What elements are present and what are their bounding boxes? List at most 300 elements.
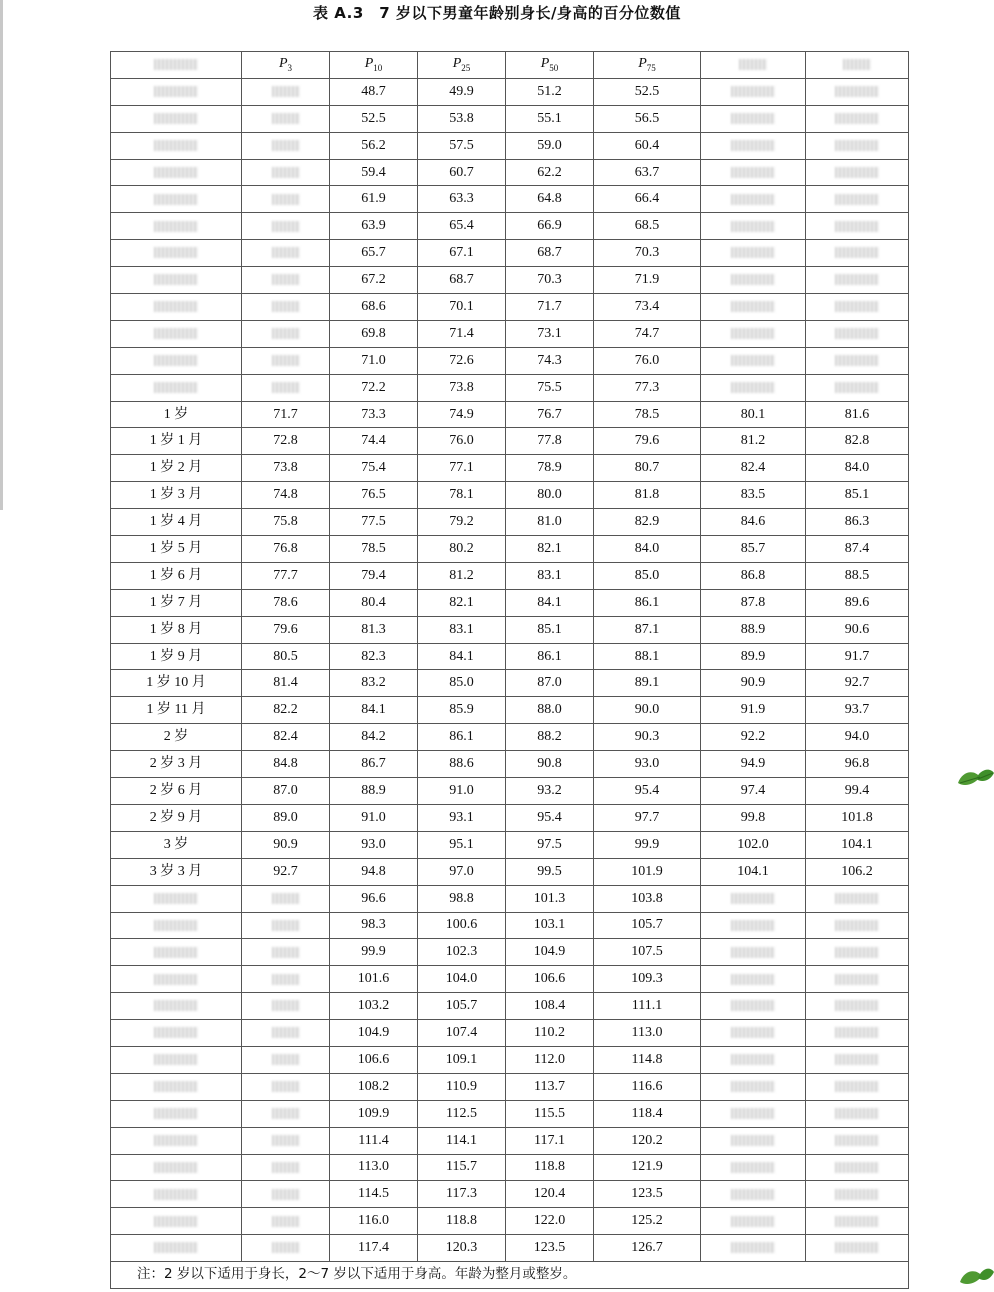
value-cell: 126.7	[594, 1235, 701, 1262]
value-cell: 80.0	[506, 482, 594, 509]
age-cell	[111, 267, 242, 294]
value-cell	[806, 1073, 909, 1100]
value-cell: 120.4	[506, 1181, 594, 1208]
value-cell: 114.8	[594, 1046, 701, 1073]
value-cell: 83.1	[506, 562, 594, 589]
value-cell: 117.4	[330, 1235, 418, 1262]
value-cell: 74.8	[242, 482, 330, 509]
table-row	[111, 267, 909, 294]
value-cell: 78.5	[594, 401, 701, 428]
value-cell: 81.3	[330, 616, 418, 643]
value-cell: 75.8	[242, 509, 330, 536]
value-cell: 95.4	[594, 778, 701, 805]
table-row	[111, 1073, 909, 1100]
age-cell: 2 岁	[111, 724, 242, 751]
value-cell: 68.7	[506, 240, 594, 267]
value-cell: 56.5	[594, 105, 701, 132]
value-cell	[242, 1208, 330, 1235]
value-cell: 60.4	[594, 132, 701, 159]
value-cell: 117.3	[418, 1181, 506, 1208]
value-cell: 84.6	[701, 509, 806, 536]
table-row	[111, 858, 909, 885]
age-cell: 1 岁 1 月	[111, 428, 242, 455]
table-row	[111, 1046, 909, 1073]
value-cell: 93.1	[418, 804, 506, 831]
value-cell: 102.3	[418, 939, 506, 966]
age-cell: 1 岁 9 月	[111, 643, 242, 670]
value-cell	[806, 966, 909, 993]
value-cell: 81.6	[806, 401, 909, 428]
value-cell	[806, 1127, 909, 1154]
value-cell: 87.8	[701, 589, 806, 616]
value-cell: 86.1	[506, 643, 594, 670]
value-cell: 69.8	[330, 320, 418, 347]
value-cell: 120.2	[594, 1127, 701, 1154]
value-cell: 77.8	[506, 428, 594, 455]
value-cell: 113.0	[594, 1020, 701, 1047]
value-cell	[701, 78, 806, 105]
value-cell: 101.9	[594, 858, 701, 885]
value-cell	[806, 374, 909, 401]
table-row	[111, 294, 909, 321]
value-cell: 109.1	[418, 1046, 506, 1073]
header-p75: $P_{75}$	[594, 52, 701, 79]
table-row	[111, 966, 909, 993]
value-cell	[242, 1235, 330, 1262]
value-cell: 117.1	[506, 1127, 594, 1154]
age-cell: 1 岁 2 月	[111, 455, 242, 482]
value-cell: 101.6	[330, 966, 418, 993]
table-row	[111, 374, 909, 401]
value-cell	[806, 1235, 909, 1262]
age-cell: 3 岁	[111, 831, 242, 858]
value-cell	[701, 966, 806, 993]
value-cell: 78.6	[242, 589, 330, 616]
leaf-icon	[958, 1262, 994, 1292]
value-cell	[242, 320, 330, 347]
value-cell: 122.0	[506, 1208, 594, 1235]
value-cell: 107.4	[418, 1020, 506, 1047]
value-cell: 99.5	[506, 858, 594, 885]
value-cell	[701, 267, 806, 294]
value-cell: 79.2	[418, 509, 506, 536]
value-cell: 52.5	[594, 78, 701, 105]
value-cell: 66.9	[506, 213, 594, 240]
table-row	[111, 724, 909, 751]
header-p50: $P_{50}$	[506, 52, 594, 79]
value-cell: 52.5	[330, 105, 418, 132]
table-row	[111, 105, 909, 132]
table-row	[111, 589, 909, 616]
value-cell: 86.1	[594, 589, 701, 616]
value-cell: 87.4	[806, 536, 909, 563]
value-cell: 103.8	[594, 885, 701, 912]
value-cell: 75.4	[330, 455, 418, 482]
value-cell: 93.0	[594, 751, 701, 778]
table-row	[111, 1181, 909, 1208]
value-cell: 71.7	[242, 401, 330, 428]
value-cell: 73.3	[330, 401, 418, 428]
value-cell	[242, 240, 330, 267]
value-cell	[242, 1100, 330, 1127]
table-row	[111, 536, 909, 563]
value-cell: 82.2	[242, 697, 330, 724]
value-cell: 85.0	[594, 562, 701, 589]
table-row	[111, 428, 909, 455]
value-cell: 53.8	[418, 105, 506, 132]
value-cell: 79.6	[594, 428, 701, 455]
value-cell: 105.7	[418, 993, 506, 1020]
value-cell: 89.1	[594, 670, 701, 697]
value-cell	[701, 1154, 806, 1181]
value-cell: 110.2	[506, 1020, 594, 1047]
value-cell: 74.4	[330, 428, 418, 455]
value-cell: 81.2	[418, 562, 506, 589]
value-cell: 57.5	[418, 132, 506, 159]
value-cell: 84.1	[506, 589, 594, 616]
value-cell: 99.9	[330, 939, 418, 966]
table-row	[111, 509, 909, 536]
value-cell: 73.8	[242, 455, 330, 482]
value-cell	[806, 1181, 909, 1208]
value-cell: 63.9	[330, 213, 418, 240]
table-row	[111, 186, 909, 213]
value-cell: 110.9	[418, 1073, 506, 1100]
value-cell: 81.2	[701, 428, 806, 455]
value-cell: 72.8	[242, 428, 330, 455]
age-cell	[111, 1127, 242, 1154]
value-cell: 85.0	[418, 670, 506, 697]
value-cell: 115.5	[506, 1100, 594, 1127]
value-cell: 77.5	[330, 509, 418, 536]
value-cell	[701, 132, 806, 159]
value-cell: 66.4	[594, 186, 701, 213]
value-cell: 98.3	[330, 912, 418, 939]
value-cell	[806, 132, 909, 159]
value-cell: 73.1	[506, 320, 594, 347]
table-row	[111, 751, 909, 778]
value-cell: 67.1	[418, 240, 506, 267]
value-cell: 89.6	[806, 589, 909, 616]
value-cell	[242, 1020, 330, 1047]
age-cell: 1 岁 6 月	[111, 562, 242, 589]
value-cell	[806, 347, 909, 374]
age-cell	[111, 320, 242, 347]
value-cell: 90.3	[594, 724, 701, 751]
value-cell: 84.2	[330, 724, 418, 751]
value-cell	[242, 939, 330, 966]
value-cell: 59.0	[506, 132, 594, 159]
value-cell: 59.4	[330, 159, 418, 186]
value-cell: 68.7	[418, 267, 506, 294]
value-cell: 87.1	[594, 616, 701, 643]
value-cell: 104.9	[506, 939, 594, 966]
value-cell: 91.9	[701, 697, 806, 724]
value-cell: 104.1	[806, 831, 909, 858]
header-row	[111, 52, 909, 79]
age-cell: 2 岁 3 月	[111, 751, 242, 778]
value-cell: 98.8	[418, 885, 506, 912]
value-cell: 96.8	[806, 751, 909, 778]
value-cell: 106.6	[506, 966, 594, 993]
value-cell: 64.8	[506, 186, 594, 213]
value-cell: 118.4	[594, 1100, 701, 1127]
value-cell: 88.0	[506, 697, 594, 724]
age-cell: 3 岁 3 月	[111, 858, 242, 885]
header-age-cell	[111, 52, 242, 79]
value-cell: 95.4	[506, 804, 594, 831]
value-cell: 68.5	[594, 213, 701, 240]
value-cell: 121.9	[594, 1154, 701, 1181]
value-cell: 79.4	[330, 562, 418, 589]
value-cell	[701, 885, 806, 912]
age-cell	[111, 347, 242, 374]
value-cell: 84.1	[330, 697, 418, 724]
value-cell: 93.7	[806, 697, 909, 724]
value-cell: 88.9	[701, 616, 806, 643]
value-cell: 79.6	[242, 616, 330, 643]
value-cell: 83.5	[701, 482, 806, 509]
value-cell: 76.0	[418, 428, 506, 455]
age-cell: 2 岁 6 月	[111, 778, 242, 805]
header-p25: $P_{25}$	[418, 52, 506, 79]
value-cell: 93.2	[506, 778, 594, 805]
age-cell	[111, 1100, 242, 1127]
value-cell	[242, 1046, 330, 1073]
table-row	[111, 831, 909, 858]
value-cell: 51.2	[506, 78, 594, 105]
value-cell	[806, 1208, 909, 1235]
value-cell: 111.1	[594, 993, 701, 1020]
age-cell	[111, 993, 242, 1020]
value-cell	[242, 885, 330, 912]
value-cell: 73.8	[418, 374, 506, 401]
age-cell	[111, 240, 242, 267]
value-cell: 63.7	[594, 159, 701, 186]
value-cell	[806, 78, 909, 105]
age-cell	[111, 132, 242, 159]
age-cell	[111, 213, 242, 240]
value-cell: 84.0	[594, 536, 701, 563]
value-cell	[701, 320, 806, 347]
value-cell: 74.3	[506, 347, 594, 374]
value-cell	[242, 1127, 330, 1154]
value-cell: 82.4	[242, 724, 330, 751]
value-cell: 78.5	[330, 536, 418, 563]
value-cell	[242, 294, 330, 321]
table-row	[111, 804, 909, 831]
value-cell: 90.9	[701, 670, 806, 697]
value-cell	[242, 1073, 330, 1100]
value-cell: 86.7	[330, 751, 418, 778]
header-p90-blurred	[701, 52, 806, 79]
value-cell: 80.7	[594, 455, 701, 482]
value-cell	[806, 912, 909, 939]
age-cell	[111, 159, 242, 186]
value-cell	[242, 132, 330, 159]
value-cell: 77.3	[594, 374, 701, 401]
value-cell	[242, 1154, 330, 1181]
value-cell	[701, 1073, 806, 1100]
value-cell	[242, 993, 330, 1020]
value-cell: 71.4	[418, 320, 506, 347]
table-title: 表 A.3 7 岁以下男童年龄别身长/身高的百分位数值	[313, 4, 681, 22]
value-cell: 71.7	[506, 294, 594, 321]
value-cell: 88.1	[594, 643, 701, 670]
value-cell: 94.9	[701, 751, 806, 778]
value-cell: 96.6	[330, 885, 418, 912]
age-cell: 1 岁 4 月	[111, 509, 242, 536]
value-cell	[806, 1020, 909, 1047]
value-cell	[242, 1181, 330, 1208]
age-cell: 1 岁 11 月	[111, 697, 242, 724]
value-cell: 82.3	[330, 643, 418, 670]
value-cell: 88.6	[418, 751, 506, 778]
age-cell	[111, 912, 242, 939]
value-cell	[806, 240, 909, 267]
value-cell	[701, 159, 806, 186]
table-row	[111, 78, 909, 105]
header-p97-blurred	[806, 52, 909, 79]
value-cell	[701, 213, 806, 240]
value-cell	[701, 374, 806, 401]
value-cell: 48.7	[330, 78, 418, 105]
value-cell	[701, 186, 806, 213]
value-cell: 114.5	[330, 1181, 418, 1208]
left-edge-bar	[0, 0, 3, 510]
value-cell: 92.7	[806, 670, 909, 697]
age-cell	[111, 966, 242, 993]
value-cell: 109.3	[594, 966, 701, 993]
value-cell: 49.9	[418, 78, 506, 105]
value-cell: 112.5	[418, 1100, 506, 1127]
value-cell: 70.3	[506, 267, 594, 294]
value-cell: 88.5	[806, 562, 909, 589]
value-cell	[806, 993, 909, 1020]
value-cell	[806, 1046, 909, 1073]
table-row	[111, 482, 909, 509]
value-cell: 71.9	[594, 267, 701, 294]
value-cell: 61.9	[330, 186, 418, 213]
age-cell	[111, 1181, 242, 1208]
value-cell: 113.0	[330, 1154, 418, 1181]
table-row	[111, 643, 909, 670]
table-row	[111, 670, 909, 697]
value-cell	[806, 320, 909, 347]
value-cell: 72.6	[418, 347, 506, 374]
value-cell: 80.4	[330, 589, 418, 616]
value-cell: 70.1	[418, 294, 506, 321]
table-row	[111, 132, 909, 159]
value-cell	[701, 1127, 806, 1154]
value-cell: 97.0	[418, 858, 506, 885]
value-cell: 95.1	[418, 831, 506, 858]
value-cell: 90.9	[242, 831, 330, 858]
value-cell: 76.0	[594, 347, 701, 374]
age-cell: 1 岁 10 月	[111, 670, 242, 697]
value-cell	[242, 966, 330, 993]
value-cell: 89.0	[242, 804, 330, 831]
value-cell: 80.1	[701, 401, 806, 428]
value-cell: 106.2	[806, 858, 909, 885]
value-cell: 56.2	[330, 132, 418, 159]
value-cell: 123.5	[594, 1181, 701, 1208]
value-cell: 97.4	[701, 778, 806, 805]
value-cell: 89.9	[701, 643, 806, 670]
value-cell: 65.7	[330, 240, 418, 267]
table-row	[111, 455, 909, 482]
value-cell	[242, 78, 330, 105]
value-cell	[806, 939, 909, 966]
value-cell: 77.7	[242, 562, 330, 589]
age-cell	[111, 186, 242, 213]
value-cell	[806, 294, 909, 321]
value-cell	[242, 105, 330, 132]
note-row	[111, 1262, 909, 1289]
value-cell: 85.9	[418, 697, 506, 724]
value-cell	[242, 347, 330, 374]
value-cell	[701, 1208, 806, 1235]
value-cell: 93.0	[330, 831, 418, 858]
value-cell: 103.2	[330, 993, 418, 1020]
value-cell: 83.2	[330, 670, 418, 697]
age-cell	[111, 78, 242, 105]
value-cell: 125.2	[594, 1208, 701, 1235]
value-cell: 105.7	[594, 912, 701, 939]
table-row	[111, 885, 909, 912]
age-cell	[111, 374, 242, 401]
value-cell: 78.1	[418, 482, 506, 509]
value-cell: 55.1	[506, 105, 594, 132]
value-cell: 60.7	[418, 159, 506, 186]
value-cell: 91.0	[330, 804, 418, 831]
table-note: 注：2 岁以下适用于身长，2～7 岁以下适用于身高。年龄为整月或整岁。	[111, 1262, 909, 1289]
value-cell	[242, 213, 330, 240]
value-cell: 78.9	[506, 455, 594, 482]
age-cell	[111, 1208, 242, 1235]
value-cell: 109.9	[330, 1100, 418, 1127]
value-cell: 81.4	[242, 670, 330, 697]
age-cell	[111, 294, 242, 321]
value-cell	[701, 993, 806, 1020]
value-cell: 99.8	[701, 804, 806, 831]
value-cell: 120.3	[418, 1235, 506, 1262]
percentile-table	[110, 51, 909, 1289]
value-cell: 65.4	[418, 213, 506, 240]
age-cell	[111, 105, 242, 132]
value-cell: 80.2	[418, 536, 506, 563]
age-cell	[111, 1235, 242, 1262]
value-cell: 91.0	[418, 778, 506, 805]
value-cell: 82.9	[594, 509, 701, 536]
value-cell: 115.7	[418, 1154, 506, 1181]
value-cell	[806, 1154, 909, 1181]
value-cell: 81.8	[594, 482, 701, 509]
value-cell	[701, 105, 806, 132]
value-cell: 87.0	[242, 778, 330, 805]
age-cell: 1 岁 7 月	[111, 589, 242, 616]
value-cell: 85.7	[701, 536, 806, 563]
value-cell: 83.1	[418, 616, 506, 643]
value-cell: 82.1	[418, 589, 506, 616]
value-cell: 73.4	[594, 294, 701, 321]
value-cell: 85.1	[506, 616, 594, 643]
table-row	[111, 320, 909, 347]
value-cell: 92.2	[701, 724, 806, 751]
value-cell: 72.2	[330, 374, 418, 401]
value-cell	[701, 347, 806, 374]
value-cell: 86.8	[701, 562, 806, 589]
